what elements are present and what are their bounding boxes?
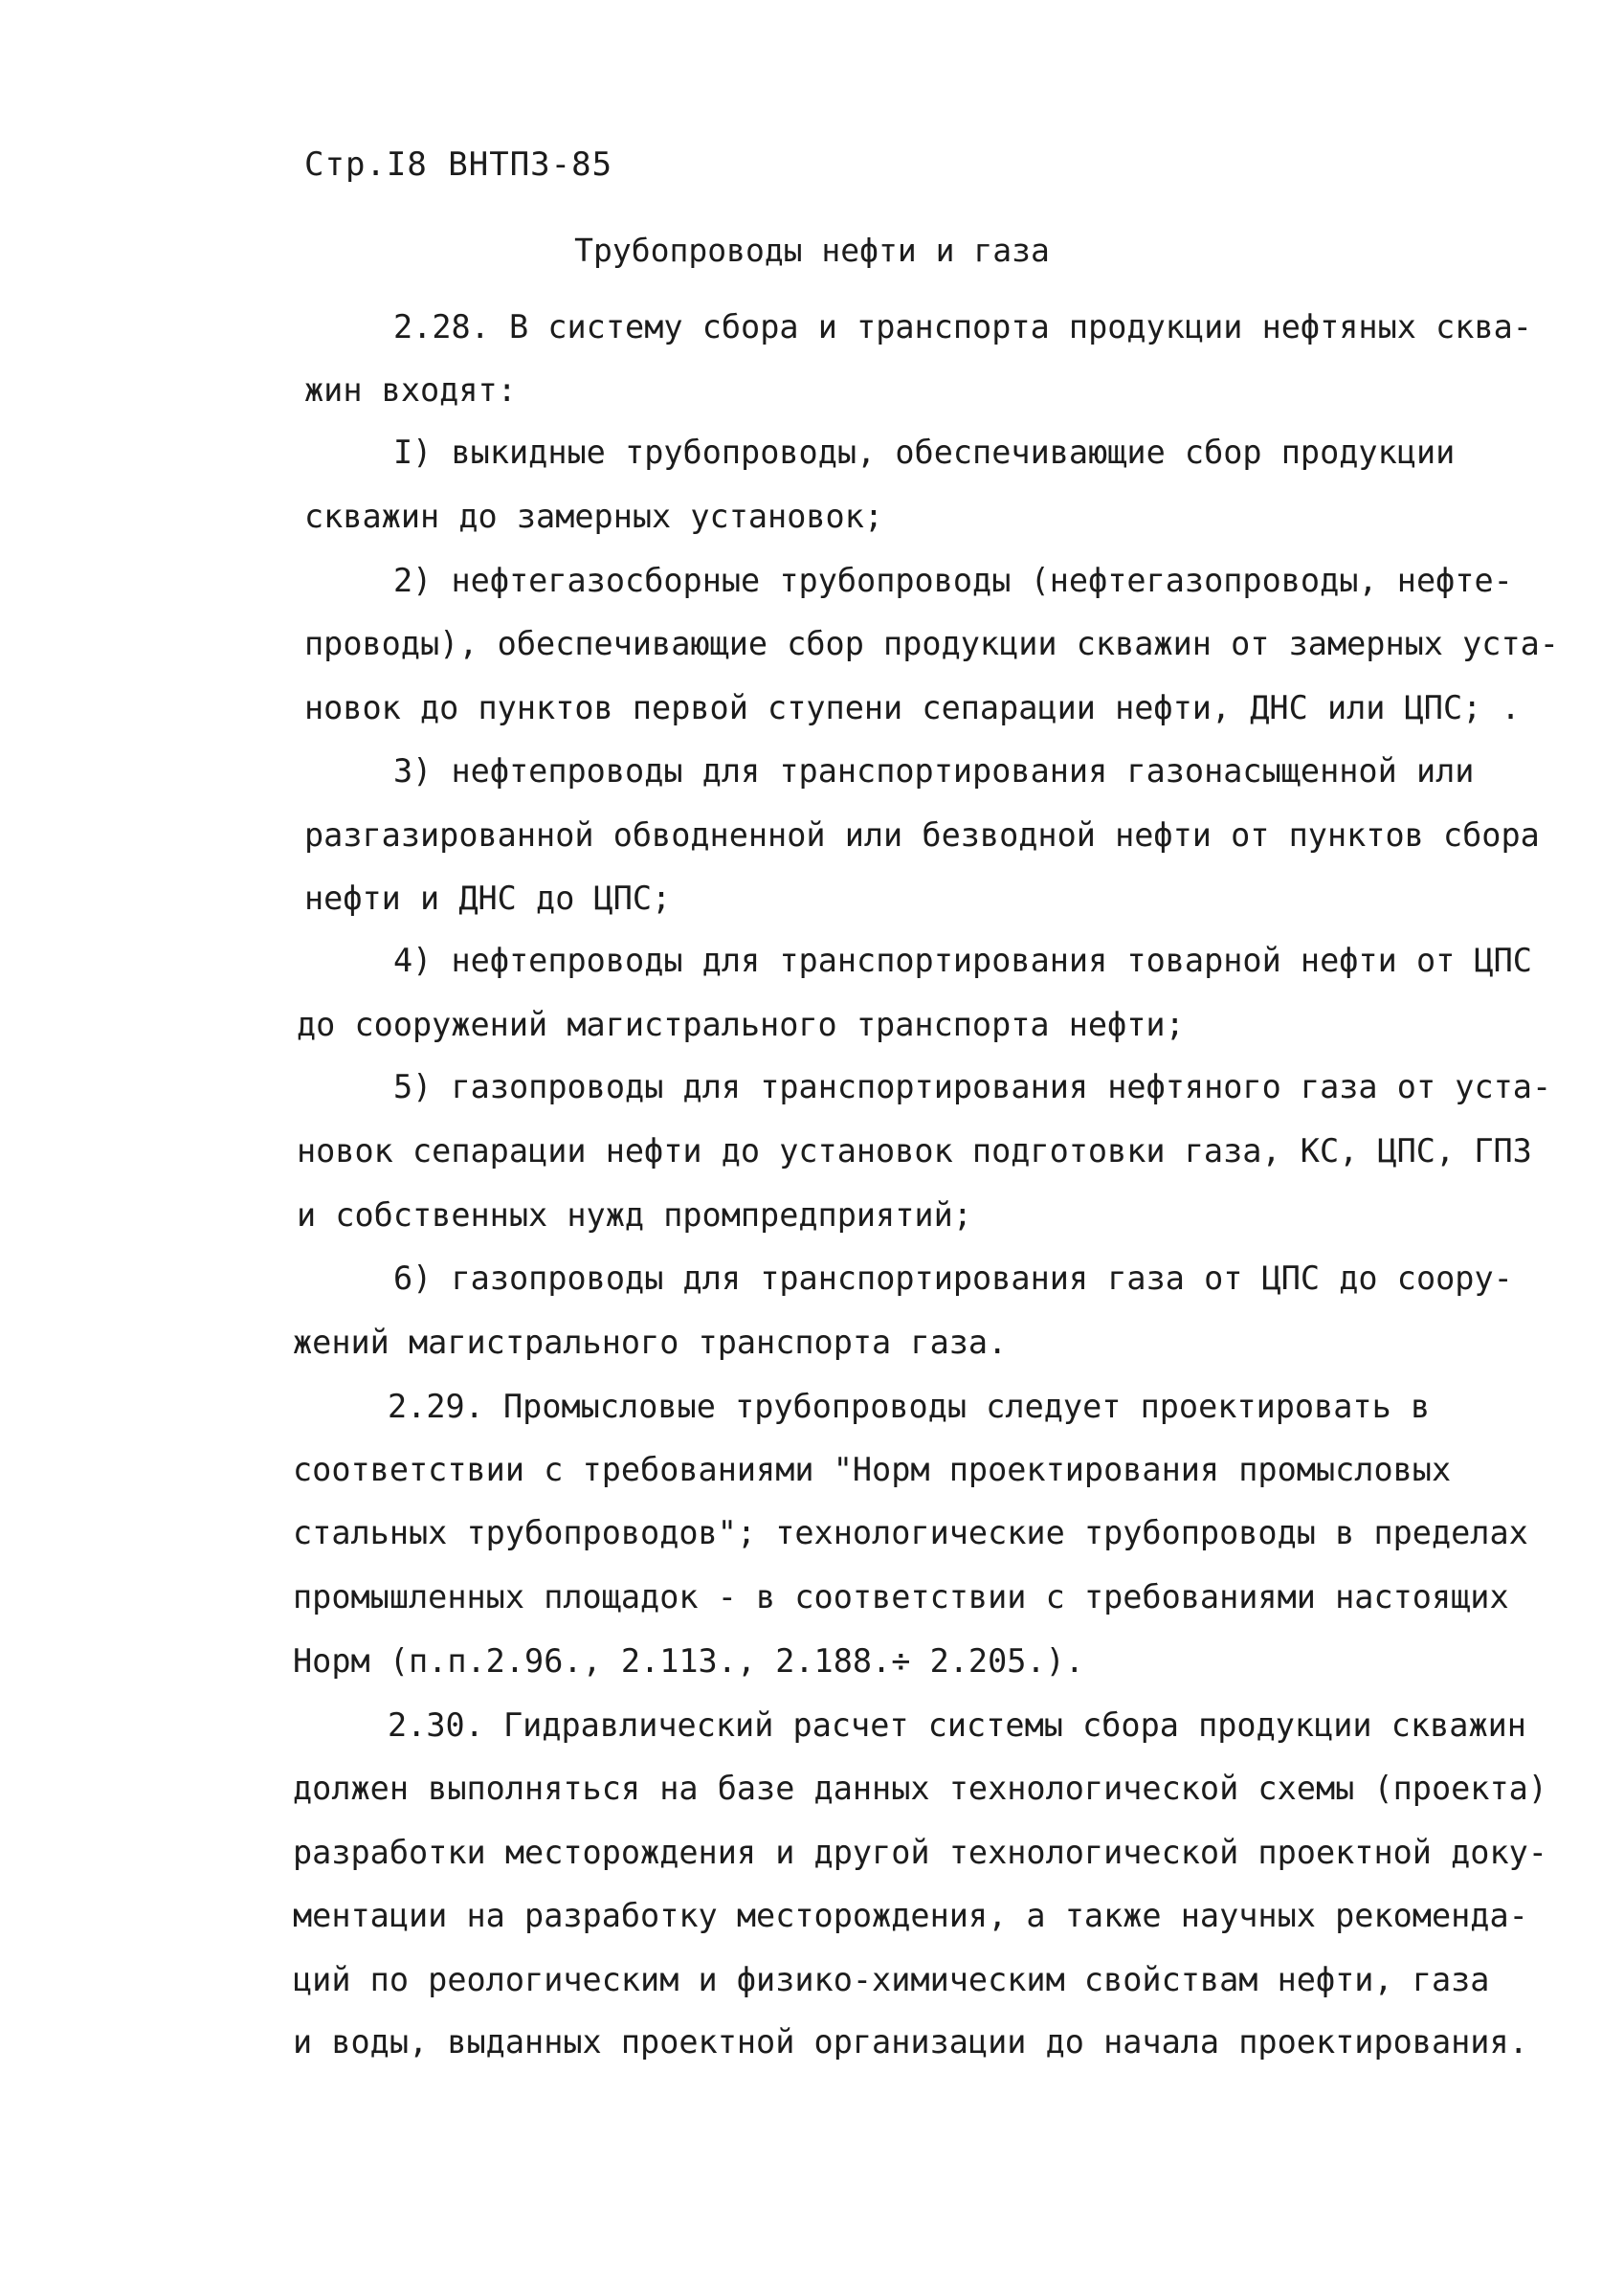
text-line: новок до пунктов первой ступени сепарации нефти, ДНС или ЦПС; .: [304, 689, 1521, 726]
text-line: жин входят:: [304, 371, 517, 409]
text-line: ментации на разработку месторождения, а также научных рекоменда-: [293, 1897, 1528, 1934]
text-line: новок сепарации нефти до установок подготовки газа, КС, ЦПС, ГПЗ: [297, 1132, 1532, 1170]
text-line: 2.30. Гидравлический расчет системы сбора продукции скважин: [388, 1706, 1526, 1744]
section-title: Трубопроводы нефти и газа: [574, 232, 1050, 269]
text-line: 3) нефтепроводы для транспортирования газонасыщенной или: [393, 752, 1475, 790]
text-line: I) выкидные трубопроводы, обеспечивающие сбор продукции: [393, 434, 1456, 471]
text-line: 2.28. В систему сбора и транспорта продукции нефтяных сква-: [393, 308, 1532, 345]
text-line: стальных трубопроводов"; технологические трубопроводы в пределах: [293, 1514, 1528, 1551]
text-line: Норм (п.п.2.96., 2.113., 2.188.÷ 2.205.).: [293, 1642, 1084, 1680]
text-line: промышленных площадок - в соответствии с требованиями настоящих: [293, 1578, 1509, 1616]
text-line: и собственных нужд промпредприятий;: [297, 1196, 972, 1234]
text-line: жений магистрального транспорта газа.: [293, 1324, 1008, 1361]
text-line: разгазированной обводненной или безводной нефти от пунктов сбора: [304, 816, 1540, 854]
text-line: разработки месторождения и другой технологической проектной доку-: [293, 1834, 1547, 1871]
text-line: 2) нефтегазосборные трубопроводы (нефтегазопроводы, нефте-: [393, 562, 1513, 599]
text-line: 4) нефтепроводы для транспортирования товарной нефти от ЦПС: [393, 942, 1532, 979]
text-line: 2.29. Промысловые трубопроводы следует проектировать в: [388, 1388, 1431, 1425]
text-line: скважин до замерных установок;: [304, 498, 884, 535]
text-line: 5) газопроводы для транспортирования нефтяного газа от уста-: [393, 1068, 1552, 1105]
text-line: и воды, выданных проектной организации до начала проектирования.: [293, 2023, 1528, 2061]
text-line: соответствии с требованиями "Норм проектирования промысловых: [293, 1451, 1452, 1488]
text-line: нефти и ДНС до ЦПС;: [304, 880, 672, 917]
text-line: 6) газопроводы для транспортирования газа от ЦПС до соору-: [393, 1259, 1513, 1297]
text-line: ций по реологическим и физико-химическим свойствам нефти, газа: [293, 1961, 1490, 1998]
text-line: должен выполняться на базе данных технологической схемы (проекта): [293, 1770, 1547, 1807]
text-line: до сооружений магистрального транспорта нефти;: [297, 1006, 1185, 1043]
page-header: Стр.I8 ВНТП3-85: [304, 145, 613, 184]
text-line: проводы), обеспечивающие сбор продукции скважин от замерных уста-: [304, 625, 1559, 662]
